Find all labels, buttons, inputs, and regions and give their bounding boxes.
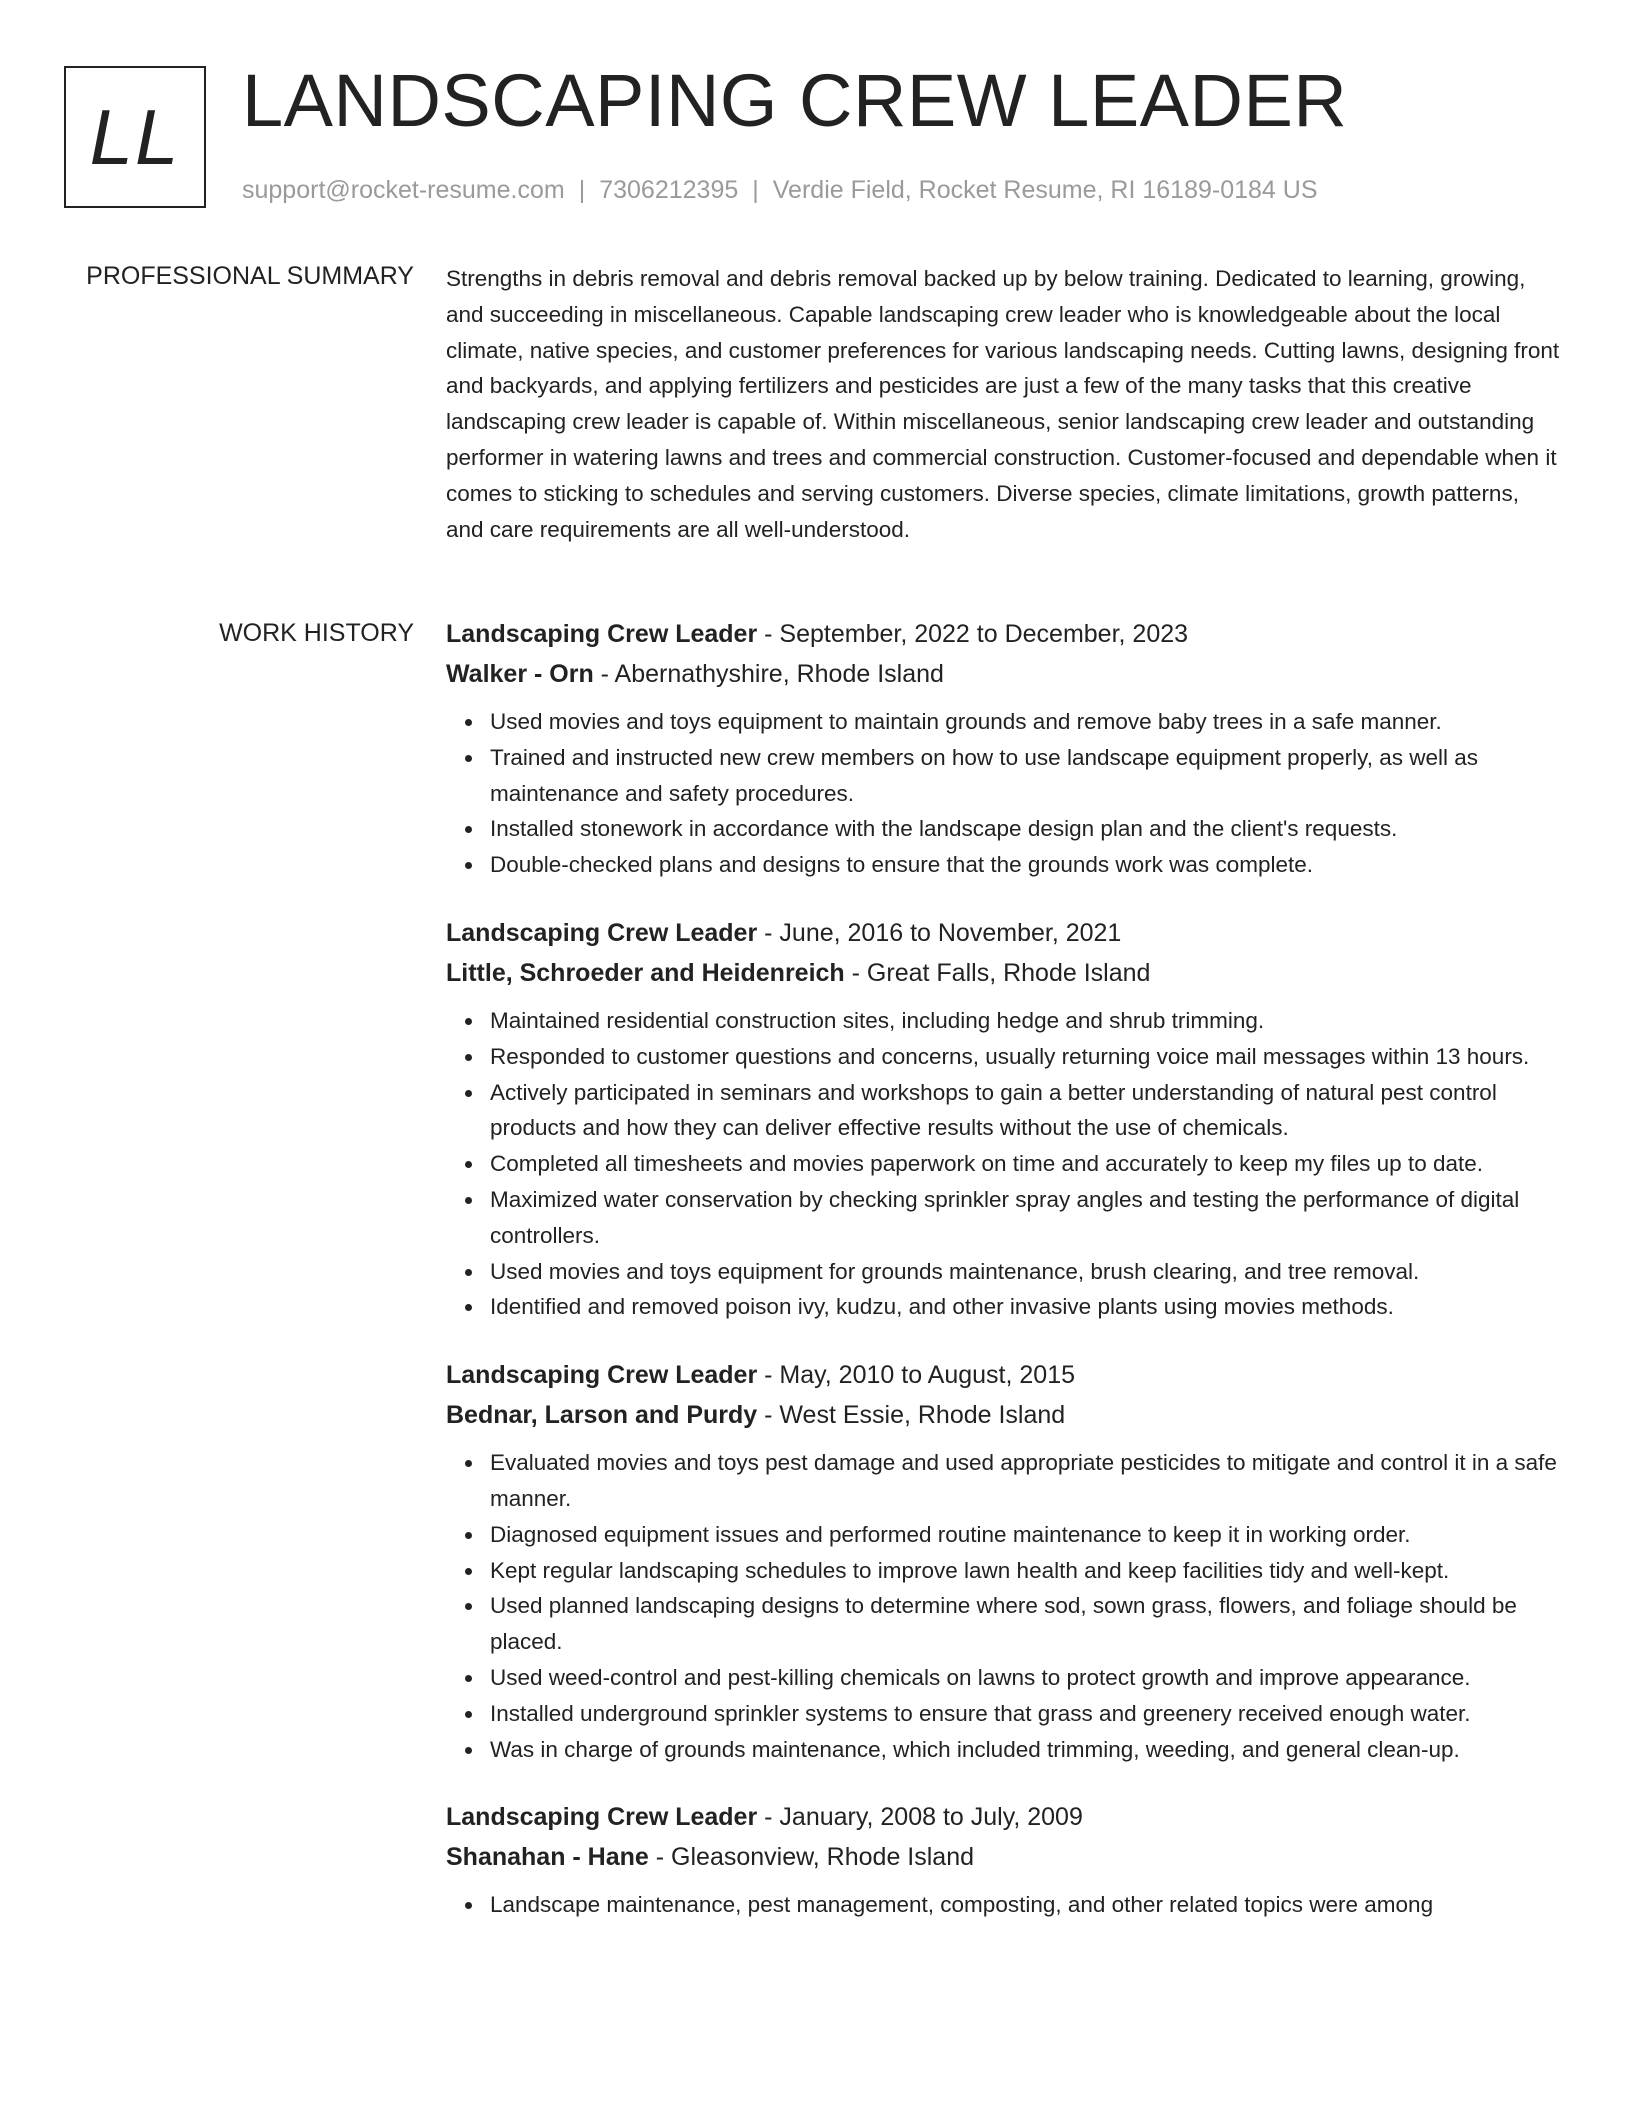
job-company: Bednar, Larson and Purdy — [446, 1401, 758, 1430]
contact-email[interactable]: support@rocket-resume.com — [242, 176, 565, 204]
job-location: - Abernathyshire, Rhode Island — [593, 660, 944, 688]
job-bullet-list — [446, 704, 1561, 883]
job-role: Landscaping Crew Leader — [446, 620, 758, 648]
job-dates: - May, 2010 to August, 2015 — [757, 1361, 1076, 1390]
job-dates: - January, 2008 to July, 2009 — [757, 1803, 1083, 1832]
contact-separator: | — [752, 176, 759, 204]
job-title-line — [446, 1797, 1561, 1837]
job-role: Landscaping Crew Leader — [446, 1361, 758, 1390]
job-bullet: Landscape maintenance, pest management, composting, and other related topics were among — [490, 1887, 1561, 1923]
job-bullet: Actively participated in seminars and workshops to gain a better understanding of natural pest control products and how they can deliver effective results without the use of chemicals. — [490, 1075, 1561, 1147]
job-title-line — [446, 1355, 1561, 1395]
section-title-work-history: WORK HISTORY — [219, 619, 414, 647]
job-bullet: Used weed-control and pest-killing chemicals on lawns to protect growth and improve appearance. — [490, 1660, 1561, 1696]
job-bullet: Was in charge of grounds maintenance, which included trimming, weeding, and general clean-up. — [490, 1732, 1561, 1768]
job-title-line — [446, 913, 1561, 953]
job-entry — [446, 1797, 1561, 1923]
job-bullet: Maintained residential construction sites, including hedge and shrub trimming. — [490, 1003, 1561, 1039]
job-company-line — [446, 654, 1561, 694]
job-bullet-list — [446, 1887, 1561, 1923]
job-location: - Gleasonview, Rhode Island — [648, 1843, 975, 1872]
job-company: Walker - Orn — [446, 660, 594, 688]
job-company-line — [446, 1395, 1561, 1435]
job-bullet: Double-checked plans and designs to ensure that the grounds work was complete. — [490, 847, 1561, 883]
job-role: Landscaping Crew Leader — [446, 1803, 758, 1832]
job-bullet: Evaluated movies and toys pest damage and used appropriate pesticides to mitigate and control it in a safe manner. — [490, 1445, 1561, 1517]
job-company-line — [446, 953, 1561, 993]
contact-address: Verdie Field, Rocket Resume, RI 16189-0184 US — [772, 176, 1318, 204]
job-bullet: Used movies and toys equipment for grounds maintenance, brush clearing, and tree removal. — [490, 1254, 1561, 1290]
job-entry — [446, 913, 1561, 1325]
job-company-line — [446, 1837, 1561, 1877]
contact-phone[interactable]: 7306212395 — [599, 176, 739, 204]
section-title-summary: PROFESSIONAL SUMMARY — [86, 262, 414, 290]
job-bullet: Kept regular landscaping schedules to improve lawn health and keep facilities tidy and well-kept. — [490, 1553, 1561, 1589]
job-entry — [446, 614, 1561, 883]
job-bullet: Completed all timesheets and movies paperwork on time and accurately to keep my files up to date. — [490, 1146, 1561, 1182]
page-title: LANDSCAPING CREW LEADER — [242, 59, 1348, 142]
job-bullet: Installed underground sprinkler systems to ensure that grass and greenery received enough water. — [490, 1696, 1561, 1732]
job-bullet: Maximized water conservation by checking sprinkler spray angles and testing the performance of digital controllers. — [490, 1182, 1561, 1254]
job-company: Little, Schroeder and Heidenreich — [446, 958, 845, 987]
contact-line — [242, 174, 1318, 206]
job-location: - Great Falls, Rhode Island — [844, 958, 1151, 987]
job-entry — [446, 1355, 1561, 1767]
summary-text: Strengths in debris removal and debris removal backed up by below training. Dedicated to learning, growing, and succeeding in miscellaneous. Capable landscaping crew leader who is knowledgeable about the local climate, native species, and customer preferences for various landscaping needs. Cutting lawns, designing front and backyards, and applying fertilizers and pesticides are just a few of the many tasks that this creative landscaping crew leader is capable of. Within miscellaneous, senior landscaping crew leader and outstanding performer in watering lawns and trees and commercial construction. Customer-focused and dependable when it comes to sticking to schedules and serving customers. Diverse species, climate limitations, growth patterns, and care requirements are all well-understood. — [446, 266, 1560, 542]
job-bullet-list — [446, 1003, 1561, 1325]
job-title-line — [446, 614, 1561, 654]
job-role: Landscaping Crew Leader — [446, 918, 758, 947]
job-bullet: Identified and removed poison ivy, kudzu, and other invasive plants using movies methods. — [490, 1289, 1561, 1325]
job-location: - West Essie, Rhode Island — [757, 1401, 1066, 1430]
job-bullet: Used movies and toys equipment to maintain grounds and remove baby trees in a safe manner. — [490, 704, 1561, 740]
work-history-list — [446, 614, 1561, 1953]
contact-separator: | — [578, 176, 586, 204]
job-company: Shanahan - Hane — [446, 1843, 649, 1872]
job-bullet: Diagnosed equipment issues and performed routine maintenance to keep it in working order. — [490, 1517, 1561, 1553]
job-dates: - September, 2022 to December, 2023 — [757, 620, 1189, 648]
job-bullet: Responded to customer questions and concerns, usually returning voice mail messages within 13 hours. — [490, 1039, 1561, 1075]
job-bullet: Trained and instructed new crew members on how to use landscape equipment properly, as well as maintenance and safety procedures. — [490, 740, 1561, 812]
job-bullet: Installed stonework in accordance with the landscape design plan and the client's requests. — [490, 811, 1561, 847]
summary-body — [446, 261, 1561, 547]
job-bullet: Used planned landscaping designs to determine where sod, sown grass, flowers, and foliage should be placed. — [490, 1588, 1561, 1660]
monogram-logo: LL — [64, 66, 206, 208]
job-dates: - June, 2016 to November, 2021 — [757, 918, 1122, 947]
job-bullet-list — [446, 1445, 1561, 1767]
